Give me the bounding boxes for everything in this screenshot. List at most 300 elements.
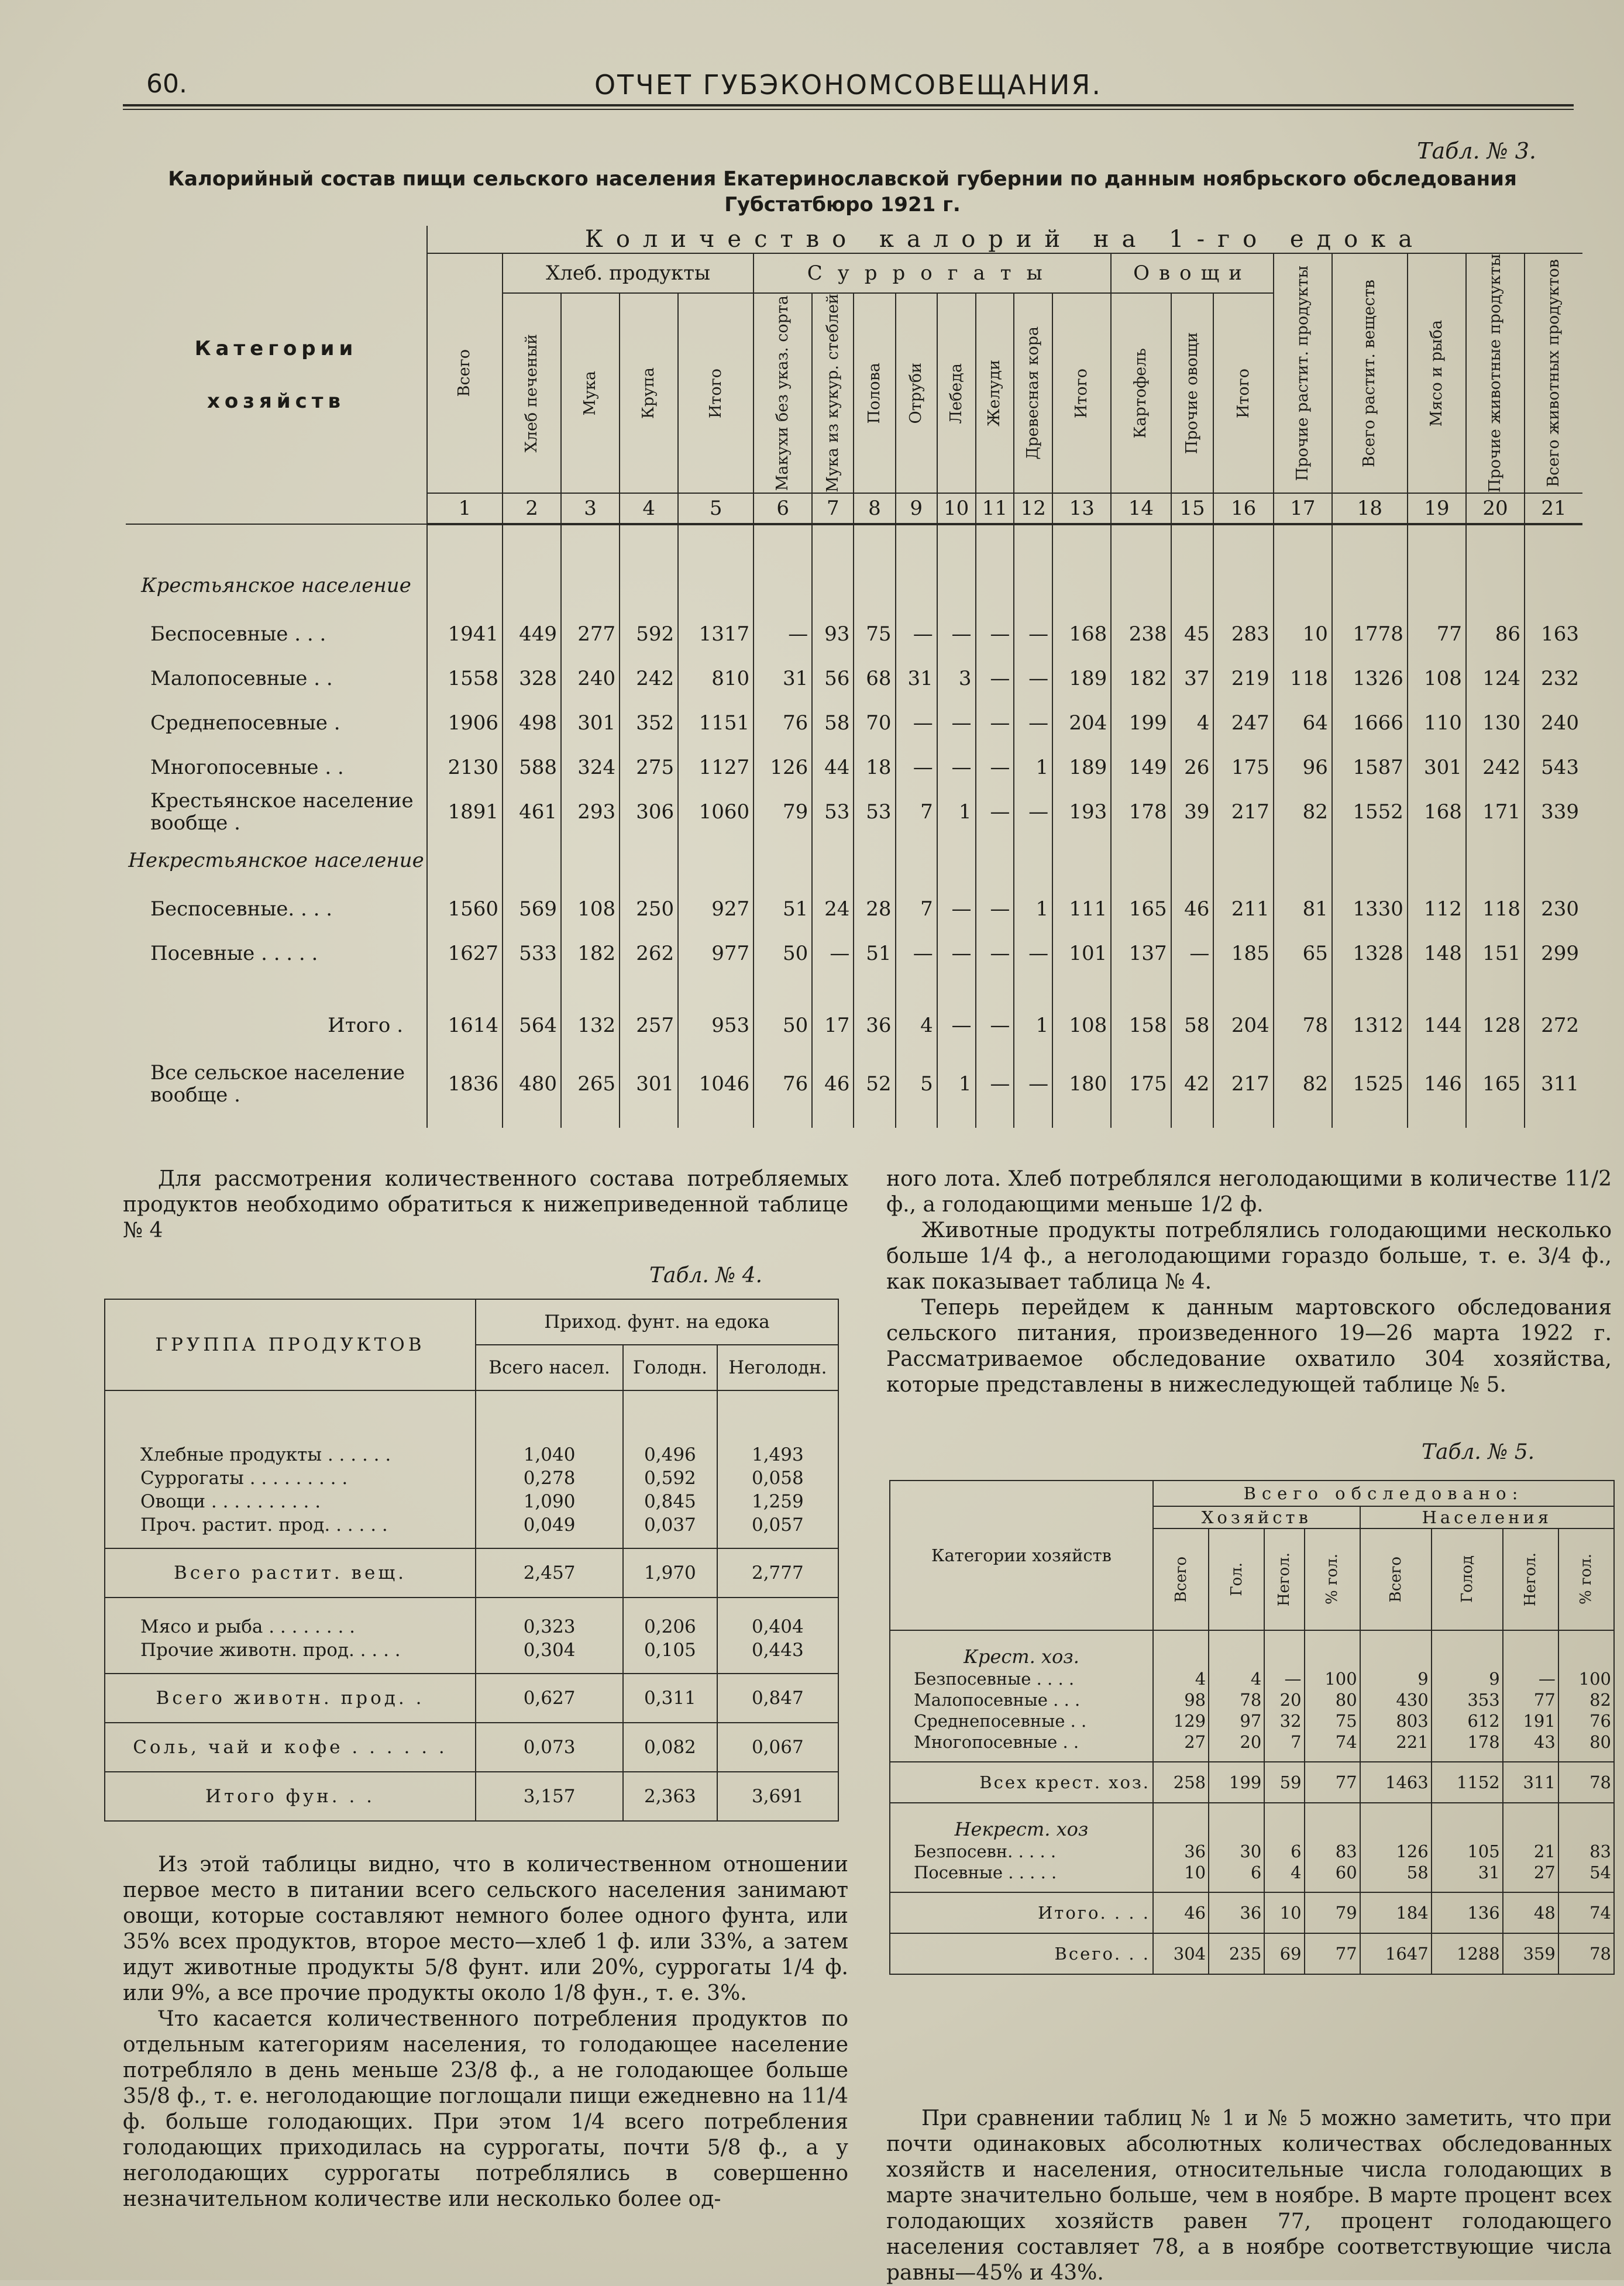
table3-col-header-text: Прочие овощи (1183, 332, 1201, 455)
table-cell: 301 (561, 701, 620, 745)
table3-col-header-text: Древесная кора (1024, 326, 1042, 460)
table3-col-header (937, 293, 976, 493)
table-cell: 569 (503, 887, 561, 931)
text-paragraph: Что касается количественного потребления продуктов по отдельным категориям населения, то голодающее население потребляло в день меньше 23/8 ф., а не голодающее больше 35/8 ф., т. е. неголодающие поглощали пищи ежедневно на 11/4 ф. больше голодающих. При этом 1/4 всего потребления голодающих приходилась на суррогаты, почти 5/8 ф., а у неголодающих суррогаты потреблялись в совершенно незначительном количестве или несколько более од- (123, 2007, 848, 2211)
table-cell: 58 (1360, 1862, 1432, 1883)
table-cell: 3,691 (717, 1772, 838, 1821)
table5-label: Табл. № 5. (1422, 1440, 1535, 1464)
table-cell: 0,058 (717, 1466, 838, 1490)
table-cell: 0,311 (623, 1674, 717, 1723)
table3-col-number: 15 (1171, 493, 1214, 524)
table3-col-number: 1 (427, 493, 503, 524)
table-cell: 76 (1558, 1710, 1614, 1731)
table-cell: 82 (1558, 1689, 1614, 1710)
table-cell: 136 (1432, 1892, 1503, 1933)
row-label: Посевные . . . . . (890, 1862, 1153, 1883)
table-cell: 247 (1213, 701, 1273, 745)
table-cell: 211 (1213, 887, 1273, 931)
table-section-row (890, 1803, 1614, 1841)
table-cell: 353 (1432, 1689, 1503, 1710)
table-cell: 299 (1525, 931, 1582, 976)
table-cell: 272 (1525, 999, 1582, 1052)
table-cell: — (976, 701, 1014, 745)
row-label: Мясо и рыба . . . . . . . . (105, 1615, 476, 1638)
table-cell: 204 (1213, 999, 1273, 1052)
table-cell: 1 (1014, 887, 1052, 931)
table3-col-number: 21 (1525, 493, 1582, 524)
table-cell: — (812, 931, 854, 976)
table-cell: 118 (1274, 656, 1332, 701)
table3-col-header (1052, 293, 1111, 493)
table-cell: 1891 (427, 790, 503, 834)
row-label: Все сельское население вообще . (150, 1061, 405, 1107)
table3-col-header-text: Итого (1072, 368, 1091, 418)
table-cell: 0,073 (476, 1723, 623, 1772)
table3-col-header-text: Прочие животные продукты (1485, 254, 1504, 493)
table-cell: 10 (1153, 1862, 1209, 1883)
table4-group-header: ГРУППА ПРОДУКТОВ (105, 1299, 476, 1390)
table-cell: 59 (1264, 1762, 1304, 1803)
table3-col-header (1213, 293, 1273, 493)
table-cell: 83 (1305, 1841, 1360, 1862)
table-cell: 44 (812, 745, 854, 790)
table-row (105, 1723, 838, 1772)
table-cell: 4 (1209, 1668, 1264, 1689)
table-cell: — (976, 656, 1014, 701)
table-cell: 68 (854, 656, 895, 701)
table-cell: 0,082 (623, 1723, 717, 1772)
table-cell: 2130 (427, 745, 503, 790)
table-cell: 257 (620, 999, 678, 1052)
table3-col-number: 6 (753, 493, 812, 524)
table3-col-header (1014, 293, 1052, 493)
table-cell: 108 (561, 887, 620, 931)
table-cell: 1,970 (623, 1548, 717, 1598)
table-row (890, 1668, 1614, 1689)
table-cell: 46 (1171, 887, 1214, 931)
table3-col-header (561, 293, 620, 493)
table-cell: 101 (1052, 931, 1111, 976)
table-cell: 78 (1558, 1933, 1614, 1974)
table-cell: 1 (1014, 745, 1052, 790)
left-body-text (123, 1852, 848, 2212)
row-label: Безпосевн. . . . . (890, 1841, 1153, 1862)
table-cell: 48 (1503, 1892, 1558, 1933)
table-cell: 20 (1209, 1731, 1264, 1753)
table-row (105, 1674, 838, 1723)
table-cell: 46 (812, 1052, 854, 1116)
table4-col-header: Неголодн. (717, 1345, 838, 1390)
table-cell: 301 (620, 1052, 678, 1116)
table3-col-header-text: Отруби (907, 362, 925, 424)
table3-col-header-text: Картофель (1131, 348, 1150, 439)
table-cell: 232 (1525, 656, 1582, 701)
table-cell: 32 (1264, 1710, 1304, 1731)
table-cell: 0,592 (623, 1466, 717, 1490)
table-cell: 27 (1153, 1731, 1209, 1753)
table3-col-number: 10 (937, 493, 976, 524)
table-row (105, 1772, 838, 1821)
table-cell: 0,304 (476, 1638, 623, 1662)
table-cell: 64 (1274, 701, 1332, 745)
table-cell: 1614 (427, 999, 503, 1052)
table3-row-header: Категории хозяйств (126, 226, 427, 524)
row-label: Всех крест. хоз. (890, 1762, 1153, 1803)
table-row (105, 1638, 838, 1662)
table-cell: 20 (1264, 1689, 1304, 1710)
table-cell: 217 (1213, 1052, 1273, 1116)
row-label: Проч. растит. прод. . . . . . (105, 1513, 476, 1537)
table-cell: 28 (854, 887, 895, 931)
table-row (890, 1933, 1614, 1974)
table-cell: 56 (812, 656, 854, 701)
table-cell: 1587 (1332, 745, 1408, 790)
table-cell: 461 (503, 790, 561, 834)
table-cell: — (896, 701, 937, 745)
section-title: Крест. хоз. (890, 1630, 1153, 1668)
table-cell: 306 (620, 790, 678, 834)
row-label: Всего. . . (890, 1933, 1153, 1974)
table-cell: — (1171, 931, 1214, 976)
row-label: Малопосевные . . . (890, 1689, 1153, 1710)
table-cell: — (976, 931, 1014, 976)
table3-col-header (1408, 253, 1466, 493)
table-cell: 27 (1503, 1862, 1558, 1883)
table-cell: 1647 (1360, 1933, 1432, 1974)
table3-col-number: 4 (620, 493, 678, 524)
table-cell: 0,278 (476, 1466, 623, 1490)
table-cell: 39 (1171, 790, 1214, 834)
table-cell: 144 (1408, 999, 1466, 1052)
table-cell: 1941 (427, 612, 503, 656)
table-cell: 449 (503, 612, 561, 656)
table-cell: — (753, 612, 812, 656)
table-cell: 250 (620, 887, 678, 931)
table-cell: 238 (1111, 612, 1171, 656)
table-cell: 480 (503, 1052, 561, 1116)
table3-col-number: 17 (1274, 493, 1332, 524)
table-row (126, 1052, 1582, 1116)
table-cell: 5 (896, 1052, 937, 1116)
table-cell: 24 (812, 887, 854, 931)
table-cell: 132 (561, 999, 620, 1052)
table4 (104, 1299, 839, 1822)
table-cell: 129 (1153, 1710, 1209, 1731)
table-cell: 1312 (1332, 999, 1408, 1052)
table4-col-header: Всего насел. (476, 1345, 623, 1390)
table3-col-number: 16 (1213, 493, 1273, 524)
table-cell: 193 (1052, 790, 1111, 834)
table-cell: 204 (1052, 701, 1111, 745)
table-cell: — (937, 612, 976, 656)
table-cell: 217 (1213, 790, 1273, 834)
table-cell: 151 (1466, 931, 1525, 976)
table5-col-header-text: Голод (1458, 1555, 1476, 1603)
table-row (890, 1892, 1614, 1933)
table-cell: 58 (1171, 999, 1214, 1052)
table3-col-header-text: Мясо и рыба (1427, 319, 1446, 427)
table-cell: 1326 (1332, 656, 1408, 701)
table-row (126, 745, 1582, 790)
table-cell: 304 (1153, 1933, 1209, 1974)
table-row (126, 931, 1582, 976)
table-row (126, 887, 1582, 931)
table-cell: 182 (1111, 656, 1171, 701)
table-cell: 1 (1014, 999, 1052, 1052)
table-cell: 1,493 (717, 1443, 838, 1466)
table-cell: 1151 (678, 701, 753, 745)
table-cell: — (1014, 931, 1052, 976)
table-cell: 1 (937, 790, 976, 834)
row-label: Посевные . . . . . (150, 942, 318, 966)
table-cell: 128 (1466, 999, 1525, 1052)
table-cell: 36 (1153, 1841, 1209, 1862)
table-cell: 118 (1466, 887, 1525, 931)
table-cell: 311 (1525, 1052, 1582, 1116)
text-paragraph: Теперь перейдем к данным мартовского обследования сельского питания, произведенного 19—26 марта 1922 г. Рассматриваемое обследование охватило 304 хозяйства, которые представлены в нижеследующей таблице № 5. (886, 1296, 1612, 1397)
table-cell: 175 (1111, 1052, 1171, 1116)
table-cell: 612 (1432, 1710, 1503, 1731)
table-cell: 3,157 (476, 1772, 623, 1821)
table-row (890, 1862, 1614, 1883)
table3-col-header (678, 293, 753, 493)
table-cell: 1060 (678, 790, 753, 834)
table3-group-header: Овощи (1111, 253, 1274, 293)
table-cell: 146 (1408, 1052, 1466, 1116)
table-cell: 0,323 (476, 1615, 623, 1638)
row-label: Итого . (328, 1014, 403, 1038)
table5-col-header (1503, 1528, 1558, 1630)
table-cell: — (937, 887, 976, 931)
table3-col-header-text: Всего (455, 349, 474, 397)
section-title: Крестьянское население (141, 574, 411, 598)
table5-col-header (1305, 1528, 1360, 1630)
table-cell: 265 (561, 1052, 620, 1116)
table-cell: 221 (1360, 1731, 1432, 1753)
table-cell: 43 (1503, 1731, 1558, 1753)
table-cell: 168 (1408, 790, 1466, 834)
table-cell: — (937, 701, 976, 745)
table-cell: 86 (1466, 612, 1525, 656)
table-cell: 191 (1503, 1710, 1558, 1731)
table-cell: 46 (1153, 1892, 1209, 1933)
table-cell: 810 (678, 656, 753, 701)
table-cell: 77 (1305, 1762, 1360, 1803)
table5-col-header-text: Всего (1172, 1556, 1190, 1603)
table-cell: 171 (1466, 790, 1525, 834)
table-cell: 137 (1111, 931, 1171, 976)
row-label: Овощи . . . . . . . . . . (105, 1490, 476, 1513)
table-cell: 17 (812, 999, 854, 1052)
table-cell: 0,443 (717, 1638, 838, 1662)
table-cell: 293 (561, 790, 620, 834)
table5-col-header (1209, 1528, 1264, 1630)
table-cell: 30 (1209, 1841, 1264, 1862)
table-cell: 1317 (678, 612, 753, 656)
table-row (105, 1548, 838, 1598)
table3-col-header (896, 293, 937, 493)
table-cell: 498 (503, 701, 561, 745)
table-cell: — (896, 745, 937, 790)
table3-col-header (854, 293, 895, 493)
table3-col-number: 14 (1111, 493, 1171, 524)
table-cell: 4 (1153, 1668, 1209, 1689)
text-paragraph: ного лота. Хлеб потреблялся неголодающими в количестве 11/2 ф., а голодающими меньше 1/2 ф. (886, 1167, 1612, 1217)
page-number: 60. (146, 69, 187, 99)
table-cell: 111 (1052, 887, 1111, 931)
table-cell: 74 (1305, 1731, 1360, 1753)
table-row (890, 1762, 1614, 1803)
table-cell: 0,404 (717, 1615, 838, 1638)
table-cell: — (1503, 1668, 1558, 1689)
row-label: Итого. . . . (890, 1892, 1153, 1933)
header-rule (123, 104, 1574, 106)
table-cell: 0,067 (717, 1723, 838, 1772)
table-cell: 9 (1432, 1668, 1503, 1689)
table-cell: 6 (1264, 1841, 1304, 1862)
table-section-row (126, 559, 1582, 612)
table5-col-header (1432, 1528, 1503, 1630)
table-cell: 242 (620, 656, 678, 701)
table-cell: 311 (1503, 1762, 1558, 1803)
table-cell: 93 (812, 612, 854, 656)
table5-col-header (1558, 1528, 1614, 1630)
table-cell: — (1014, 612, 1052, 656)
table-cell: 100 (1558, 1668, 1614, 1689)
table-cell: 0,845 (623, 1490, 717, 1513)
table-cell: 1666 (1332, 701, 1408, 745)
table-cell: 219 (1213, 656, 1273, 701)
header-rule-thin (123, 109, 1574, 110)
table-cell: 53 (854, 790, 895, 834)
table-cell: 240 (561, 656, 620, 701)
table-cell: 51 (753, 887, 812, 931)
table-cell: 36 (854, 999, 895, 1052)
table-cell: 4 (1264, 1862, 1304, 1883)
table-cell: 328 (503, 656, 561, 701)
table-cell: 230 (1525, 887, 1582, 931)
table3-col-number: 20 (1466, 493, 1525, 524)
table4-col-header: Голодн. (623, 1345, 717, 1390)
table-row (890, 1841, 1614, 1862)
table-cell: 189 (1052, 656, 1111, 701)
table3-col-number: 8 (854, 493, 895, 524)
table3-col-header (1332, 253, 1408, 493)
table-cell: 803 (1360, 1710, 1432, 1731)
table-cell: 130 (1466, 701, 1525, 745)
table3-col-header-text: Всего растит. веществ (1360, 279, 1379, 467)
table-cell: 6 (1209, 1862, 1264, 1883)
table-cell: 98 (1153, 1689, 1209, 1710)
table-cell: 1906 (427, 701, 503, 745)
table-cell: 1,259 (717, 1490, 838, 1513)
table3-col-header-text: Хлеб печеный (522, 333, 541, 453)
table-row (890, 1731, 1614, 1753)
table-row (126, 612, 1582, 656)
table-cell: 1152 (1432, 1762, 1503, 1803)
table-cell: 0,496 (623, 1443, 717, 1466)
row-label: Суррогаты . . . . . . . . . (105, 1466, 476, 1490)
table-cell: 165 (1466, 1052, 1525, 1116)
table-cell: 7 (896, 790, 937, 834)
table3-col-header (503, 293, 561, 493)
table-cell: 77 (1503, 1689, 1558, 1710)
table3-col-number: 19 (1408, 493, 1466, 524)
table-cell: — (937, 745, 976, 790)
table-cell: 53 (812, 790, 854, 834)
table-cell: 78 (1558, 1762, 1614, 1803)
table-cell: 1836 (427, 1052, 503, 1116)
table3-col-header-text: Макухи без указ. сорта (773, 295, 792, 491)
row-label: Беспосевные . . . (150, 622, 326, 646)
table-cell: 75 (1305, 1710, 1360, 1731)
row-label: Среднепосевные . (150, 711, 340, 735)
row-label: Всего растит. вещ. (105, 1548, 476, 1598)
table-cell: 240 (1525, 701, 1582, 745)
row-label: Многопосевные . . (150, 756, 344, 780)
table-row (105, 1513, 838, 1537)
table-cell: 110 (1408, 701, 1466, 745)
table-cell: — (1264, 1668, 1304, 1689)
table-cell: 283 (1213, 612, 1273, 656)
table-section-row (890, 1630, 1614, 1668)
table-cell: 65 (1274, 931, 1332, 976)
text-paragraph: Из этой таблицы видно, что в количественном отношении первое место в питании всего сельского населения занимают овощи, которые составляют немного более одного фунта, или 35% всех продуктов, второе место—хлеб 1 ф. или 33%, а затем идут животные продукты 5/8 фунт. или 20%, суррогаты 1/4 ф. или 9%, а все прочие продукты около 1/8 фун., т. е. 3%. (123, 1853, 848, 2005)
table4-label: Табл. № 4. (649, 1264, 763, 1287)
table-cell: 81 (1274, 887, 1332, 931)
table-row (105, 1443, 838, 1466)
table-cell: 4 (1171, 701, 1214, 745)
table-cell: 359 (1503, 1933, 1558, 1974)
table-cell: 77 (1408, 612, 1466, 656)
table3-col-number: 18 (1332, 493, 1408, 524)
table-cell: 0,057 (717, 1513, 838, 1537)
table5-row-header: Категории хозяйств (890, 1481, 1153, 1630)
table3-col-header (427, 253, 503, 493)
table-cell: 430 (1360, 1689, 1432, 1710)
table5-col-header-text: Гол. (1227, 1562, 1245, 1596)
table-cell: 108 (1408, 656, 1466, 701)
table-cell: 112 (1408, 887, 1466, 931)
table-cell: 58 (812, 701, 854, 745)
table-cell: 3 (937, 656, 976, 701)
table-cell: 31 (753, 656, 812, 701)
table3-group-header: Хлеб. продукты (503, 253, 753, 293)
table-cell: 78 (1209, 1689, 1264, 1710)
table-cell: 324 (561, 745, 620, 790)
table-cell: 564 (503, 999, 561, 1052)
table-cell: 1,040 (476, 1443, 623, 1466)
table3-col-header (620, 293, 678, 493)
row-label: Хлебные продукты . . . . . . (105, 1443, 476, 1466)
table-row (105, 1466, 838, 1490)
table-cell: 1328 (1332, 931, 1408, 976)
table3-col-number: 3 (561, 493, 620, 524)
table-cell: — (976, 745, 1014, 790)
table-cell: 70 (854, 701, 895, 745)
table-cell: 165 (1111, 887, 1171, 931)
table-cell: 148 (1408, 931, 1466, 976)
table-cell: — (896, 612, 937, 656)
row-label: Беспосевные. . . . (150, 897, 333, 921)
table3-col-number: 12 (1014, 493, 1052, 524)
table-cell: 31 (1432, 1862, 1503, 1883)
table-cell: 953 (678, 999, 753, 1052)
table3-col-header-text: Прочие растит. продукты (1293, 265, 1312, 481)
table-cell: — (1014, 790, 1052, 834)
table-cell: 1 (937, 1052, 976, 1116)
table3-col-header-text: Крупа (639, 367, 658, 419)
